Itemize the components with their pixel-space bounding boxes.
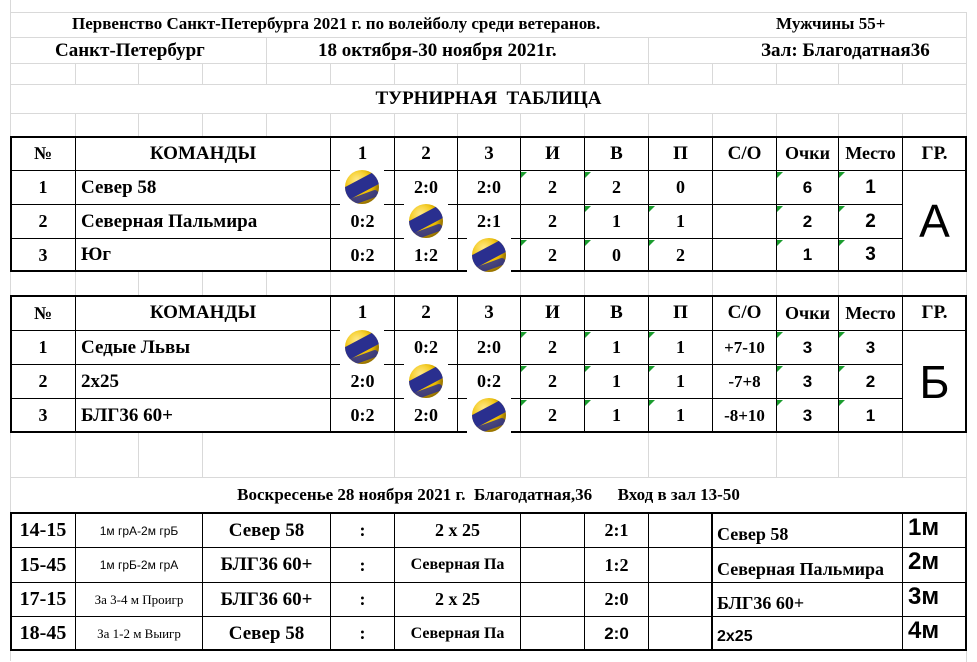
result-2: 2:0	[394, 170, 458, 205]
row-num: 3	[10, 398, 76, 433]
match-separator: :	[330, 547, 395, 583]
group-letter: Б	[902, 330, 967, 433]
match-home-team: БЛГ36 60+	[202, 547, 331, 583]
col-header-losses: П	[648, 295, 713, 331]
wins-value: 1	[584, 204, 649, 239]
final-place: 1м	[902, 513, 967, 548]
match-separator: :	[330, 616, 395, 651]
comment-marker	[521, 400, 527, 406]
comment-marker	[521, 366, 527, 372]
match-empty	[520, 582, 585, 617]
col-header-1: 1	[330, 295, 395, 331]
match-time: 15-45	[10, 547, 76, 583]
match-time: 14-15	[10, 513, 76, 548]
comment-marker	[839, 400, 845, 406]
sets-value	[712, 238, 777, 272]
comment-marker	[649, 240, 655, 246]
losses-value: 1	[648, 364, 713, 399]
result-2: 2:0	[394, 398, 458, 433]
result-2: 0:2	[394, 330, 458, 365]
comment-marker	[777, 366, 783, 372]
col-header-num: №	[10, 136, 76, 171]
points-value: 3	[776, 364, 839, 399]
match-empty	[520, 547, 585, 583]
col-header-place: Место	[838, 295, 903, 331]
match-score: 2:0	[584, 582, 649, 617]
sets-value	[712, 204, 777, 239]
comment-marker	[649, 366, 655, 372]
losses-value: 1	[648, 330, 713, 365]
games-value: 2	[520, 398, 585, 433]
volleyball-icon	[340, 328, 384, 366]
comment-marker	[839, 366, 845, 372]
comment-marker	[649, 400, 655, 406]
match-score: 2:0	[584, 616, 649, 651]
comment-marker	[521, 240, 527, 246]
col-header-num: №	[10, 295, 76, 331]
category-label: Мужчины 55+	[776, 14, 886, 33]
group-letter: А	[902, 170, 967, 272]
result-3: 2:0	[457, 330, 521, 365]
match-home-team: Север 58	[202, 513, 331, 548]
result-1: 0:2	[330, 204, 395, 239]
result-1: 0:2	[330, 238, 395, 272]
result-1: 2:0	[330, 364, 395, 399]
games-value: 2	[520, 204, 585, 239]
match-time: 17-15	[10, 582, 76, 617]
losses-value: 0	[648, 170, 713, 205]
col-header-3: 3	[457, 136, 521, 171]
volleyball-icon	[404, 362, 448, 400]
schedule-heading: Воскресенье 28 ноября 2021 г. Благодатная,36 Вход в зал 13-50	[237, 485, 740, 504]
wins-value: 0	[584, 238, 649, 272]
col-header-teams: КОМАНДЫ	[75, 295, 331, 331]
volleyball-icon	[467, 236, 511, 274]
team-name: БЛГ36 60+	[75, 398, 331, 433]
col-header-teams: КОМАНДЫ	[75, 136, 331, 171]
comment-marker	[521, 172, 527, 178]
wins-value: 2	[584, 170, 649, 205]
comment-marker	[585, 240, 591, 246]
result-3: 2:1	[457, 204, 521, 239]
match-separator: :	[330, 513, 395, 548]
final-team: Северная Пальмира	[711, 547, 903, 583]
points-value: 3	[776, 398, 839, 433]
col-header-sets: С/О	[712, 136, 777, 171]
losses-value: 1	[648, 204, 713, 239]
sets-value: -8+10	[712, 398, 777, 433]
volleyball-icon	[467, 396, 511, 434]
match-desc: За 1-2 м Выигр	[75, 616, 203, 651]
match-time: 18-45	[10, 616, 76, 651]
comment-marker	[777, 400, 783, 406]
result-1: 0:2	[330, 398, 395, 433]
comment-marker	[839, 206, 845, 212]
match-desc: 1м грА-2м грБ	[75, 513, 203, 548]
games-value: 2	[520, 238, 585, 272]
points-value: 1	[776, 238, 839, 272]
col-header-wins: В	[584, 295, 649, 331]
match-away-team: 2 х 25	[394, 582, 521, 617]
comment-marker	[777, 240, 783, 246]
col-header-2: 2	[394, 295, 458, 331]
final-place: 3м	[902, 582, 967, 617]
col-header-group: ГР.	[902, 136, 967, 171]
tournament-table-title: ТУРНИРНАЯ ТАБЛИЦА	[375, 88, 602, 109]
col-header-3: 3	[457, 295, 521, 331]
points-value: 2	[776, 204, 839, 239]
col-header-wins: В	[584, 136, 649, 171]
points-value: 6	[776, 170, 839, 205]
row-num: 1	[10, 170, 76, 205]
match-score: 1:2	[584, 547, 649, 583]
final-team: 2х25	[711, 616, 903, 651]
place-value: 1	[838, 170, 903, 205]
match-empty	[520, 616, 585, 651]
wins-value: 1	[584, 398, 649, 433]
hall-label: Зал: Благодатная36	[761, 40, 930, 61]
result-3: 2:0	[457, 170, 521, 205]
comment-marker	[585, 332, 591, 338]
col-header-2: 2	[394, 136, 458, 171]
col-header-games: И	[520, 295, 585, 331]
team-name: 2х25	[75, 364, 331, 399]
volleyball-icon	[340, 168, 384, 206]
match-empty	[648, 547, 713, 583]
games-value: 2	[520, 170, 585, 205]
match-away-team: Северная Па	[394, 547, 521, 583]
result-2: 1:2	[394, 238, 458, 272]
team-name: Север 58	[75, 170, 331, 205]
comment-marker	[839, 240, 845, 246]
comment-marker	[585, 366, 591, 372]
volleyball-icon	[404, 202, 448, 240]
match-away-team: Северная Па	[394, 616, 521, 651]
comment-marker	[839, 332, 845, 338]
team-name: Юг	[75, 238, 331, 272]
losses-value: 1	[648, 398, 713, 433]
dates-label: 18 октября-30 ноября 2021г.	[318, 40, 557, 61]
final-team: Север 58	[711, 513, 903, 548]
games-value: 2	[520, 330, 585, 365]
col-header-points: Очки	[776, 136, 839, 171]
match-empty	[520, 513, 585, 548]
comment-marker	[585, 206, 591, 212]
sets-value: -7+8	[712, 364, 777, 399]
col-header-games: И	[520, 136, 585, 171]
match-empty	[648, 582, 713, 617]
col-header-place: Место	[838, 136, 903, 171]
match-desc: За 3-4 м Проигр	[75, 582, 203, 617]
comment-marker	[649, 206, 655, 212]
match-home-team: Север 58	[202, 616, 331, 651]
match-empty	[648, 616, 713, 651]
col-header-group: ГР.	[902, 295, 967, 331]
match-separator: :	[330, 582, 395, 617]
comment-marker	[521, 332, 527, 338]
comment-marker	[777, 172, 783, 178]
comment-marker	[777, 332, 783, 338]
place-value: 1	[838, 398, 903, 433]
games-value: 2	[520, 364, 585, 399]
match-desc: 1м грБ-2м грА	[75, 547, 203, 583]
row-num: 2	[10, 364, 76, 399]
row-num: 3	[10, 238, 76, 272]
comment-marker	[585, 400, 591, 406]
place-value: 3	[838, 238, 903, 272]
row-num: 2	[10, 204, 76, 239]
comment-marker	[585, 172, 591, 178]
col-header-points: Очки	[776, 295, 839, 331]
city-label: Санкт-Петербург	[55, 40, 205, 61]
team-name: Северная Пальмира	[75, 204, 331, 239]
losses-value: 2	[648, 238, 713, 272]
final-place: 4м	[902, 616, 967, 651]
match-home-team: БЛГ36 60+	[202, 582, 331, 617]
team-name: Седые Львы	[75, 330, 331, 365]
final-team: БЛГ36 60+	[711, 582, 903, 617]
col-header-1: 1	[330, 136, 395, 171]
championship-title: Первенство Санкт-Петербурга 2021 г. по волейболу среди ветеранов.	[72, 14, 601, 33]
sets-value: +7-10	[712, 330, 777, 365]
points-value: 3	[776, 330, 839, 365]
row-num: 1	[10, 330, 76, 365]
comment-marker	[777, 206, 783, 212]
match-away-team: 2 х 25	[394, 513, 521, 548]
final-place: 2м	[902, 547, 967, 583]
wins-value: 1	[584, 330, 649, 365]
wins-value: 1	[584, 364, 649, 399]
place-value: 2	[838, 204, 903, 239]
sets-value	[712, 170, 777, 205]
place-value: 3	[838, 330, 903, 365]
comment-marker	[649, 332, 655, 338]
comment-marker	[839, 172, 845, 178]
col-header-sets: С/О	[712, 295, 777, 331]
match-score: 2:1	[584, 513, 649, 548]
result-3: 0:2	[457, 364, 521, 399]
place-value: 2	[838, 364, 903, 399]
col-header-losses: П	[648, 136, 713, 171]
match-empty	[648, 513, 713, 548]
